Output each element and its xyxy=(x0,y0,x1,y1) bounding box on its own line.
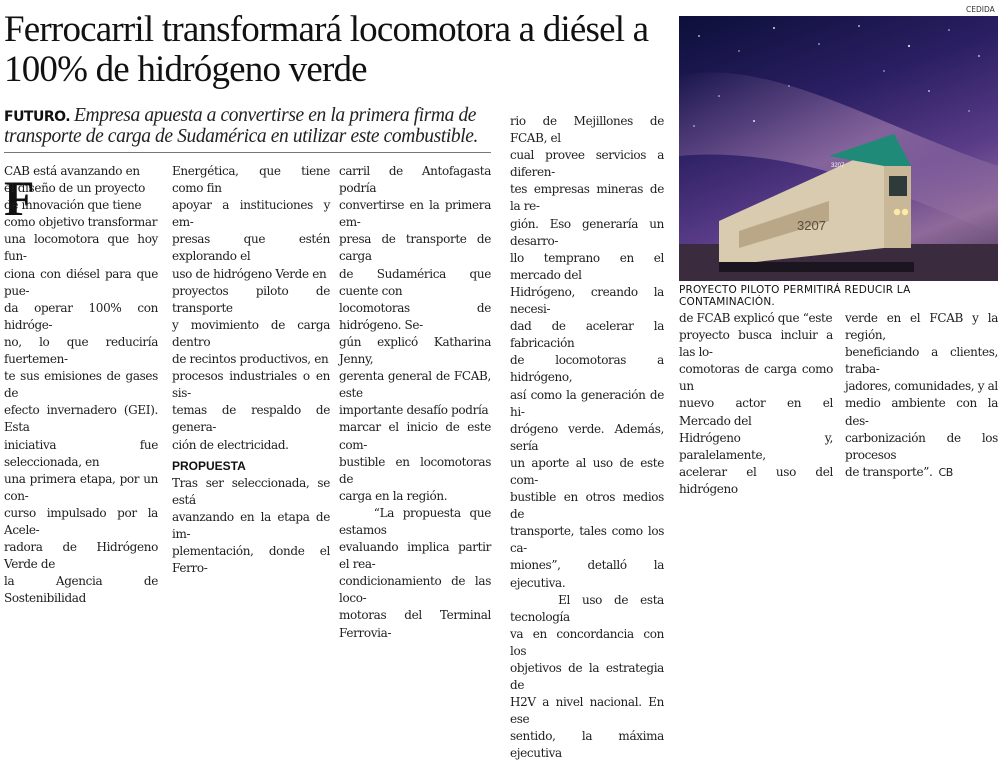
body-column-2 xyxy=(172,163,330,577)
col4-text: rio de Mejillones de FCAB, el cual provee servicios a diferen- tes empresas mineras de la re- gión. Eso generaría un desarro- llo temprano en el mercado del Hidrógeno, creando la necesi- dad de acelerar la fabricación de locomotoras a hidrógeno, así como la generación de hi- drógeno verde. Además, sería un aporte al uso de este com- bustible en otros medios de transporte, tales como los ca- miones”, detalló la ejecutiva. El uso de esta tecnología va en concordancia con los objetivos de la estrategia de H2V a nivel nacional. En ese sentido, la máxima ejecutiva xyxy=(510,114,664,761)
photo-credit: CEDIDA xyxy=(966,5,995,14)
locomotive-number-top: 3207 xyxy=(831,163,845,169)
kicker: FUTURO. xyxy=(4,109,71,125)
body-column-6 xyxy=(845,310,998,481)
col1-text: CAB está avanzando en el diseño de un proyecto de innovación que tiene como objetivo transformar una locomotora que hoy fun- ciona con diésel para que pue- da operar 100% con hidróge- no, lo que reduciría fuertemen- te sus emisiones de gases de efecto invernadero (GEI). Esta iniciativa fue seleccionada, en una primera etapa, por un con- curso impulsado por la Acele- radora de Hidrógeno Verde de la Agencia de Sostenibilidad xyxy=(4,164,158,606)
col2b-text: Tras ser seleccionada, se está avanzando en la etapa de im- plementación, donde el Ferro- xyxy=(172,475,330,576)
section-head-propuesta: PROPUESTA xyxy=(172,458,246,473)
col5-text: de FCAB explicó que “este proyecto busca incluir a las lo- comotoras de carga como un nuevo actor en el Mercado del Hidrógeno y, paralelamente, acelerar el uso del hidrógeno xyxy=(679,311,833,496)
body-column-3 xyxy=(339,163,491,642)
locomotive-illustration xyxy=(679,16,998,281)
photo-caption: PROYECTO PILOTO PERMITIRÁ REDUCIR LA CONTAMINACIÓN. xyxy=(679,284,911,308)
headline: Ferrocarril transformará locomotora a diésel a 100% de hidrógeno verde xyxy=(4,9,649,90)
col2-text: Energética, que tiene como fin apoyar a instituciones y em- presas que estén explorando el uso de hidrógeno Verde en proyectos piloto de transporte y movimiento de carga dentro de recintos productivos, en procesos industriales o en sis- temas de respaldo de genera- ción de electricidad. xyxy=(172,164,330,452)
locomotive-photo xyxy=(679,16,998,281)
locomotive-number: 3207 xyxy=(797,218,826,233)
drop-cap: F xyxy=(4,170,35,226)
subhead-text: Empresa apuesta a convertirse en la primera firma de transporte de carga de Sudamérica en utilizar este combustible. xyxy=(4,105,478,147)
col6-text: verde en el FCAB y la región, beneficiando a clientes, traba- jadores, comunidades, y al medio ambiente con la des- carbonización de los procesos de transporte”. xyxy=(845,311,998,479)
body-column-4 xyxy=(510,113,664,763)
signoff: CB xyxy=(938,465,953,479)
body-column-5 xyxy=(679,310,833,498)
subhead xyxy=(4,106,499,147)
col3-text: carril de Antofagasta podría convertirse en la primera em- presa de transporte de carga de Sudamérica que cuente con locomotoras de hidrógeno. Se- gún explicó Katharina Jenny, gerenta general de FCAB, este importante desafío podría marcar el inicio de este com- bustible en locomotoras de carga en la región. “La propuesta que estamos evaluando implica partir el rea- condicionamiento de las loco- motoras del Terminal Ferrovia- xyxy=(339,164,491,640)
divider xyxy=(4,152,491,153)
body-column-1 xyxy=(4,163,158,607)
